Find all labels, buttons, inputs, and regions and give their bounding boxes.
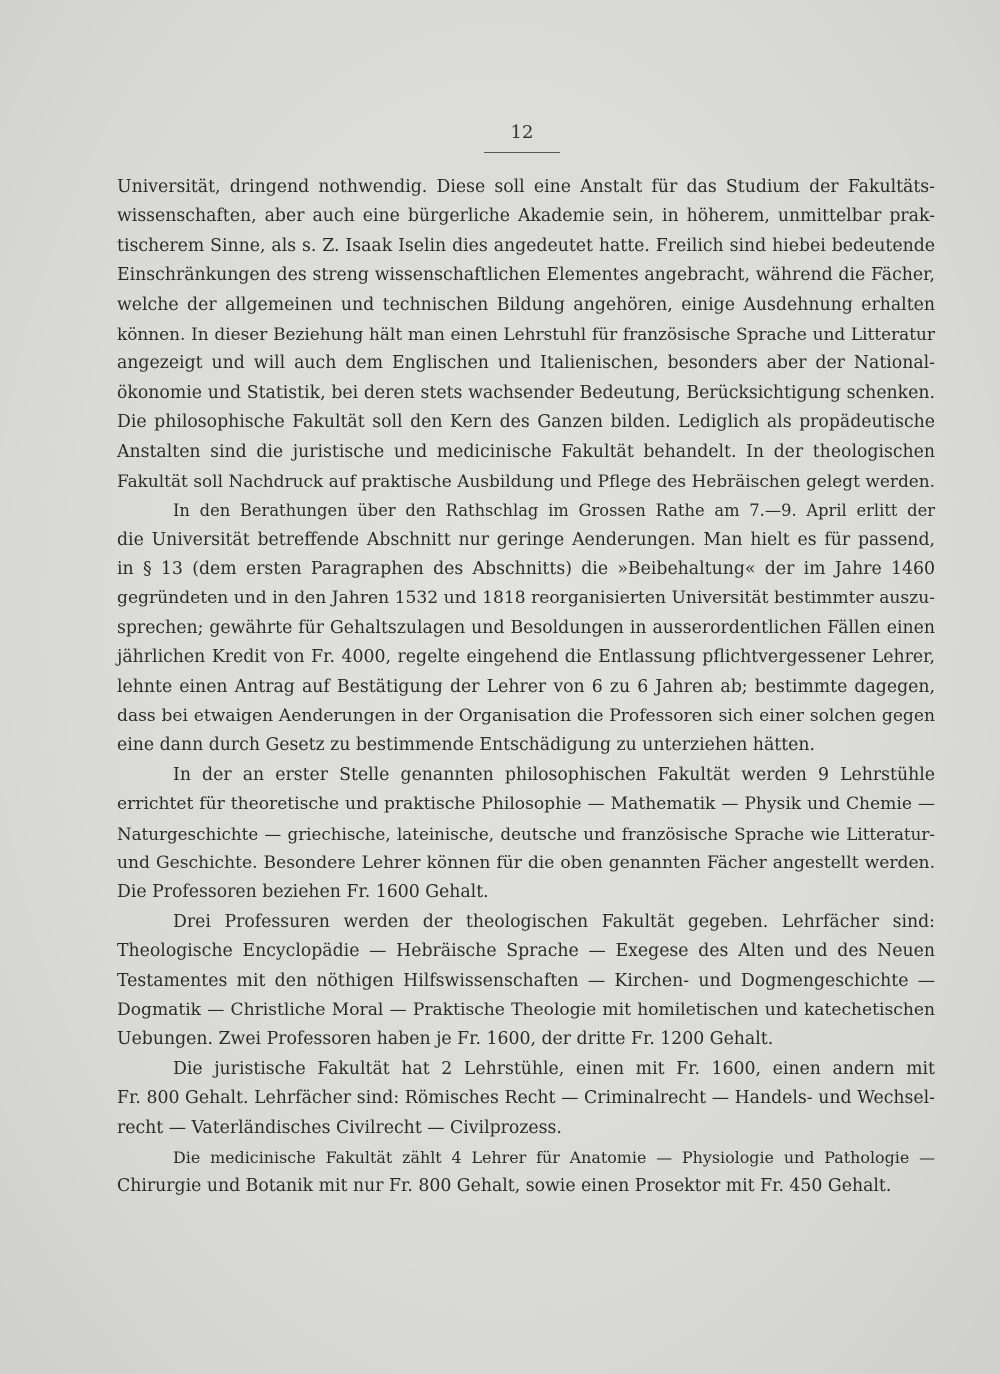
text-line: gegründeten und in den Jahren 1532 und 1818 reorganisierten Universität bestimmter auszu- — [117, 588, 935, 609]
text-line: Dogmatik — Christliche Moral — Praktische Theologie mit homiletischen und katechetischen — [117, 999, 935, 1020]
text-line: Theologische Encyclopädie — Hebräische Sprache — Exegese des Alten und des Neuen — [117, 941, 935, 962]
text-line: errichtet für theoretische und praktische Philosophie — Mathematik — Physik und Chemie — — [117, 794, 935, 815]
text-line: können. In dieser Beziehung hält man einen Lehrstuhl für französische Sprache und Litteratur — [117, 323, 935, 344]
paragraph — [117, 496, 935, 761]
page-number-rule — [484, 152, 560, 153]
text-line: Fakultät soll Nachdruck auf praktische Ausbildung und Pflege des Hebräischen gelegt werden. — [117, 470, 935, 491]
text-line: tischerem Sinne, als s. Z. Isaak Iselin dies angedeutet hatte. Freilich sind hiebei bedeutende — [117, 235, 935, 256]
text-line: Naturgeschichte — griechische, lateinische, deutsche und französische Sprache wie Litteratur- — [117, 823, 935, 844]
text-line: Die philosophische Fakultät soll den Kern des Ganzen bilden. Lediglich als propädeutische — [117, 412, 935, 433]
text-line: recht — Vaterländisches Civilrecht — Civilprozess. — [117, 1117, 562, 1138]
text-line: die Universität betreffende Abschnitt nur geringe Aenderungen. Man hielt es für passend, — [117, 529, 935, 550]
text-line: Einschränkungen des streng wissenschaftlichen Elementes angebracht, während die Fächer, — [117, 265, 935, 286]
text-line: jährlichen Kredit von Fr. 4000, regelte eingehend die Entlassung pflichtvergessener Lehrer, — [117, 647, 935, 668]
text-line: Chirurgie und Botanik mit nur Fr. 800 Gehalt, sowie einen Prosektor mit Fr. 450 Gehalt. — [117, 1176, 892, 1197]
page-number: 12 — [510, 122, 534, 143]
text-line: in § 13 (dem ersten Paragraphen des Abschnitts) die »Beibehaltung« der im Jahre 1460 — [117, 559, 935, 580]
text-line: Universität, dringend nothwendig. Diese soll eine Anstalt für das Studium der Fakultäts- — [117, 177, 935, 197]
text-line: und Geschichte. Besondere Lehrer können für die oben genannten Fächer angestellt werden. — [117, 852, 935, 873]
text-line: lehnte einen Antrag auf Bestätigung der Lehrer von 6 zu 6 Jahren ab; bestimmte dagegen, — [117, 676, 935, 697]
text-line: Die juristische Fakultät hat 2 Lehrstühle, einen mit Fr. 1600, einen andern mit — [173, 1058, 935, 1079]
paragraph — [117, 761, 935, 908]
paragraph — [117, 1055, 935, 1143]
text-line: Drei Professuren werden der theologischen Fakultät gegeben. Lehrfächer sind: — [173, 911, 935, 932]
text-line: In den Berathungen über den Rathschlag im Grossen Rathe am 7.—9. April erlitt der — [173, 501, 935, 521]
text-line: ökonomie und Statistik, bei deren stets wachsender Bedeutung, Berücksichtigung schenken. — [117, 382, 935, 403]
paragraph — [117, 908, 935, 1055]
text-line: Uebungen. Zwei Professoren haben je Fr. 1600, der dritte Fr. 1200 Gehalt. — [117, 1029, 774, 1050]
text-line: Testamentes mit den nöthigen Hilfswissenschaften — Kirchen- und Dogmengeschichte — — [117, 970, 935, 991]
text-line: Die Professoren beziehen Fr. 1600 Gehalt. — [117, 882, 489, 903]
text-line: wissenschaften, aber auch eine bürgerliche Akademie sein, in höherem, unmittelbar prak- — [117, 206, 935, 227]
text-line: dass bei etwaigen Aenderungen in der Organisation die Professoren sich einer solchen gegen — [117, 706, 935, 727]
text-line: Die medicinische Fakultät zählt 4 Lehrer für Anatomie — Physiologie und Pathologie — — [173, 1147, 935, 1167]
text-line: sprechen; gewährte für Gehaltszulagen und Besoldungen in ausserordentlichen Fällen einen — [117, 617, 935, 638]
text-line: In der an erster Stelle genannten philosophischen Fakultät werden 9 Lehrstühle — [173, 764, 935, 785]
text-line: welche der allgemeinen und technischen Bildung angehören, einige Ausdehnung erhalten — [117, 294, 935, 315]
text-line: Anstalten sind die juristische und medicinische Fakultät behandelt. In der theologischen — [117, 441, 935, 462]
body-text — [117, 173, 935, 1202]
paragraph — [117, 173, 935, 496]
text-line: Fr. 800 Gehalt. Lehrfächer sind: Römisches Recht — Criminalrecht — Handels- und Wechsel- — [117, 1088, 935, 1109]
text-line: angezeigt und will auch dem Englischen und Italienischen, besonders aber der National- — [117, 353, 935, 374]
text-line: eine dann durch Gesetz zu bestimmende Entschädigung zu unterziehen hätten. — [117, 735, 815, 756]
paragraph — [117, 1143, 935, 1202]
